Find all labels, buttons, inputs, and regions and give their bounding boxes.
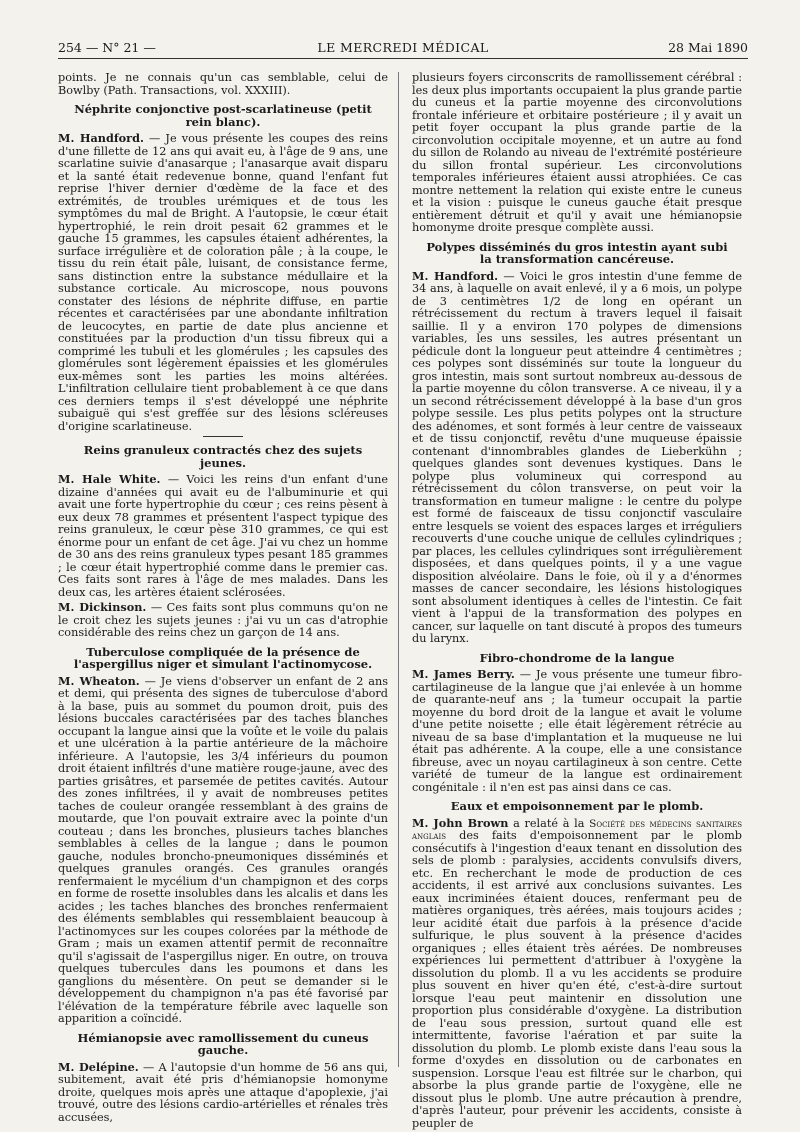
society-name: Société des médecins sanitaires anglais [412, 817, 743, 842]
author-name: M. Delépine. [58, 1059, 139, 1074]
author-name: M. Wheaton. [58, 673, 140, 688]
section-body-john-brown [412, 817, 742, 1131]
page-number: 254 — N° 21 — [58, 40, 156, 55]
section-body-hale-white [58, 473, 388, 599]
author-name: M. Dickinson. [58, 600, 147, 614]
right-column [412, 72, 742, 1132]
section-body-james-berry [412, 668, 742, 794]
paragraph-text: — Je viens d'observer un enfant de 2 ans et demi, qui présenta des signes de tuberculose d'abord à la base, puis au sommet du poumon droit, puis des lésions buccales caractérisées par des taches blanches occupant la langue ainsi que la voûte et le voile du palais et une ulcération à la partie antérieure de la mâchoire inférieure. A l'autopsie, les 3/4 inférieurs du poumon droit étaient infiltrés d'une matière rouge-jaune, avec des parties grisâtres, et parsemée de petites cavités. Autour des zones infiltrées, il y avait de nombreuses petites taches de couleur orangée ressemblant à des grains de moutarde, que l'on pouvait extraire avec la pointe d'un couteau ; dans les bronches, plusieurs taches blanches semblables à celles de la langue ; dans le poumon gauche, nodules broncho-pneumoniques disséminés et quelques granules orangés. Ces granules orangés renfermaient le mycélium d'un champignon et des corps en forme de rosette insolubles dans les alcalis et dans les acides ; les taches blanches des bronches renfermaient des éléments semblables qui ressemblaient beaucoup à l'actinomyces sur les coupes colorées par la méthode de Gram ; mais un examen attentif permit de reconnaître qu'il s'agissait de l'aspergillus niger. En outre, on trouva quelques tubercules dans les poumons et dans les ganglions du mésentère. On peut se demander si le développement du champignon n'a pas été favorisé par l'élévation de la température fébrile avec laquelle son apparition a coïncidé. [58, 674, 389, 1025]
author-name: M. Handford. [412, 268, 499, 283]
section-body-dickinson [58, 601, 388, 640]
page-header [58, 40, 748, 59]
section-body-wheaton [58, 675, 388, 1026]
left-column [58, 72, 388, 1126]
section-title-hemianopsie: Hémianopsie avec ramollissement du cuneus gauche. [77, 1030, 369, 1057]
section-title-fibro-chondrome: Fibro-chondrome de la langue [479, 650, 675, 665]
section-body-handford-polypes [412, 270, 742, 646]
paragraph-text: — A l'autopsie d'un homme de 56 ans qui, subitement, avait été pris d'hémianopsie homonyme droite, quelques mois après une attaque d'apoplexie, j'ai trouvé, outre des lésions cardio-artérielles et rénales très accusées, [58, 1060, 388, 1124]
paragraph-text: — Je vous présente les coupes des reins d'une fillette de 12 ans qui avait eu, à l'âge de 9 ans, une scarlatine suivie d'anasarque ; l'anasarque avait disparu et la santé était redevenue bonne, quand l'enfant fut reprise l'hiver dernier d'œdème de la face et des extrémités, de troubles urémiques et de tous les symptômes du mal de Bright. A l'autopsie, le cœur était hypertrophié, le rein droit pesait 62 grammes et le gauche 15 grammes, les capsules étaient adhérentes, la surface irrégulière et de coloration pâle ; à la coupe, le tissu du rein était pâle, luisant, de consistance ferme, sans distinction entre la substance médullaire et la substance corticale. Au microscope, nous pouvons constater des lésions de néphrite diffuse, en partie récentes et caractérisées par une abondante infiltration de leucocytes, en partie de date plus ancienne et constituées par la production d'un tissu fibreux qui a comprimé les tubuli et les glomérules ; les capsules des glomérules sont légèrement épaissies et les glomérules eux-mêmes sont les parties les moins altérées. L'infiltration cellulaire tient probablement à ce que dans ces derniers temps il s'est développé une néphrite subaiguë qui s'est greffée sur des lésions scléreuses d'origine scarlatineuse. [58, 132, 388, 433]
paragraph-text: — Voici les reins d'un enfant d'une dizaine d'années qui avait eu de l'albuminurie et qui avait une forte hypertrophie du cœur ; ces reins pèsent à eux deux 78 grammes et présentent l'aspect typique des reins granuleux, le cœur pèse 310 grammes, ce qui est énorme pour un enfant de cet âge. J'ai vu chez un homme de 30 ans des reins granuleux types pesant 185 grammes ; le cœur était hypertrophié comme dans le premier cas. Ces faits sont rares à l'âge de mes malades. Dans les deux cas, les artères étaient sclérosées. [58, 473, 388, 599]
section-body-delepine [58, 1061, 388, 1125]
author-name: M. Hale White. [58, 472, 161, 486]
paragraph-text: — Ces faits sont plus communs qu'on ne le croit chez les sujets jeunes : j'ai vu un cas d'atrophie considérable des reins chez un garçon de 14 ans. [58, 601, 388, 639]
issue-date: 28 Mai 1890 [668, 40, 748, 55]
section-title-reins-granuleux: Reins granuleux contractés chez des sujets jeunes. [83, 443, 363, 470]
left-intro-paragraph: points. Je ne connais qu'un cas semblable, celui de Bowlby (Path. Transactions, vol. XXXIII). [58, 71, 388, 97]
author-name: M. James Berry. [412, 667, 515, 681]
section-title-polypes: Polypes disséminés du gros intestin ayant subi la transformation cancéreuse. [426, 239, 728, 266]
section-title-nephrite: Néphrite conjonctive post-scarlatineuse (petit rein blanc). [74, 102, 372, 129]
paragraph-text: des faits d'empoisonnement par le plomb consécutifs à l'ingestion d'eaux tenant en dissolution des sels de plomb : paralysies, accidents convulsifs divers, etc. En recherchant le mode de production de ces accidents, il est arrivé aux conclusions suivantes. Les eaux incriminées étaient douces, renfermant peu de matières organiques, très aérées, mais toujours acides ; leur acidité était due parfois à la présence d'acide sulfurique, le plus souvent à la présence d'acides organiques ; elles étaient très aérées. De nombreuses expériences lui permettent d'attribuer à l'oxygène la dissolution du plomb. Il a vu les accidents se produire plus souvent en hiver qu'en été, c'est-à-dire surtout lorsque l'eau peut maintenir en dissolution une proportion plus considérable d'oxygène. La distribution de l'eau sous pression, surtout quand elle est intermittente, favorise l'aération et par suite la dissolution du plomb. Le plomb existe dans l'eau sous la forme d'oxydes en dissolution ou de carbonates en suspension. Lorsque l'eau est filtrée sur le charbon, qui absorbe la plus grande partie de l'oxygène, elle ne dissout plus le plomb. Une autre précaution à prendre, d'après l'auteur, pour prévenir les accidents, consiste à peupler de [412, 829, 742, 1130]
section-title-tuberculose: Tuberculose compliquée de la présence de l'aspergillus niger et simulant l'actinomycose. [73, 644, 373, 671]
section-title-eaux-plomb: Eaux et empoisonnement par le plomb. [450, 799, 704, 813]
journal-title: LE MERCREDI MÉDICAL [317, 40, 489, 55]
section-body-nephrite [58, 132, 388, 433]
lead-text: a relaté à la [513, 816, 585, 830]
column-divider [398, 72, 399, 1067]
paragraph-text: — Je vous présente une tumeur fibro-cartilagineuse de la langue que j'ai enlevée à un homme de quarante-neuf ans ; la tumeur occupait la partie moyenne du bord droit de la langue et avait le volume d'une petite noisette ; elle était légèrement rétrécie au niveau de sa base d'implantation et la muqueuse ne lui était pas adhérente. A la coupe, elle a une consistance fibreuse, avec un noyau cartilagineux à son centre. Cette variété de tumeur de la langue est ordinairement congénitale : il n'en est pas ainsi dans ce cas. [412, 668, 742, 794]
paragraph-text: — Voici le gros intestin d'une femme de 34 ans, à laquelle on avait enlevé, il y a 6 mois, un polype de 3 centimètres 1/2 de long en opérant un rétrécissement du rectum à travers lequel il faisait saillie. Il y a environ 170 polypes de dimensions variables, les uns sessiles, les autres présentant un pédicule dont la longueur peut atteindre 4 centimètres ; ces polypes sont disséminés sur toute la longueur du gros intestin, mais sont surtout nombreux au-dessous de la partie moyenne du côlon transverse. A ce niveau, il y a un second rétrécissement développé à la base d'un gros polype sessile. Les plus petits polypes ont la structure des adénomes, et sont formés à leur centre de vaisseaux et de tissu conjonctif, revêtu d'une muqueuse épaissie contenant d'innombrables glandes de Lieberkühn ; quelques glandes sont devenues kystiques. Dans le polype plus volumineux qui correspond au rétrécissement du côlon transverse, on peut voir la transformation en tumeur maligne : le centre du polype est formé de faisceaux de tissu conjonctif vasculaire entre lesquels se voient des espaces larges et irréguliers recouverts d'une couche unique de cellules cylindriques ; par places, les cellules cylindriques sont irrégulièrement disposées, et dans quelques points, il y a une vague disposition alvéolaire. Dans le foie, où il y a d'énormes masses de cancer secondaire, les lésions histologiques sont absolument identiques à celles de l'intestin. Ce fait vient à l'appui de la transformation des polypes en cancer, sur laquelle on tant discuté à propos des tumeurs du larynx. [412, 269, 742, 645]
author-name: M. Handford. [58, 131, 144, 145]
section-separator [203, 436, 243, 438]
author-name: M. John Brown [412, 815, 509, 830]
right-intro-paragraph: plusieurs foyers circonscrits de ramollissement cérébral : les deux plus importants occupaient la plus grande partie du cuneus et la partie moyenne des circonvolutions frontale inférieure et orbitaire postérieure ; il y avait un petit foyer occupant la plus grande partie de la circonvolution occipitale moyenne, et un autre au fond du sillon de Rolando au niveau de l'extrémité postérieure du sillon frontal supérieur. Les circonvolutions temporales inférieures étaient aussi atrophiées. Ce cas montre nettement la relation qui existe entre le cuneus et la vision : puisque le cuneus gauche était presque entièrement détruit et qu'il y avait une hémianopsie homonyme droite presque complète aussi. [412, 71, 742, 234]
